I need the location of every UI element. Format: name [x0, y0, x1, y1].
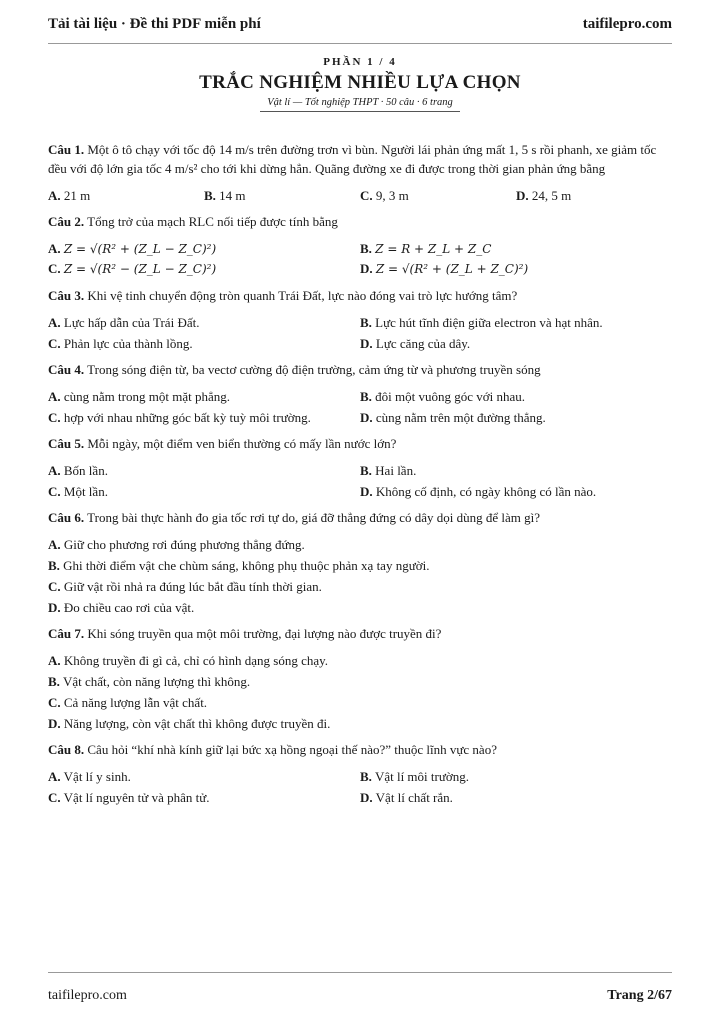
option-label: A.	[48, 188, 61, 203]
option-label: C.	[48, 790, 61, 805]
option-label: A.	[48, 463, 61, 478]
option-label: D.	[360, 484, 373, 499]
question-text: Khi sóng truyền qua một môi trường, đại lượng nào được truyền đi?	[87, 626, 442, 641]
question-8	[48, 740, 672, 807]
option-text: Vật lí chất rắn.	[375, 790, 453, 805]
answer-option-b	[360, 313, 672, 332]
question-4	[48, 360, 672, 427]
option-label: A.	[48, 537, 61, 552]
question-number: Câu 5.	[48, 436, 85, 451]
answer-option-b	[204, 186, 360, 205]
question-number: Câu 7.	[48, 626, 85, 641]
option-text: Phản lực của thành lồng.	[63, 336, 193, 351]
question-text: Mỗi ngày, một điểm ven biển thường có mấy lần nước lớn?	[87, 436, 397, 451]
question-text: Một ô tô chạy với tốc độ 14 m/s trên đường trơn vì bùn. Người lái phản ứng mất 1, 5 s rồi phanh, xe giảm tốc đều với độ lớn gia tốc 4 m/s² cho tới khi dừng hẳn. Quãng đường xe đi được trong thời gian phản ứng bằng	[48, 142, 657, 176]
option-label: A.	[48, 241, 61, 256]
answer-option-b	[360, 767, 672, 786]
question-number: Câu 6.	[48, 510, 85, 525]
footer-divider	[48, 972, 672, 973]
question-stem	[48, 624, 672, 643]
option-text: Không truyền đi gì cả, chỉ có hình dạng sóng chạy.	[63, 653, 329, 668]
answer-option-b	[360, 239, 672, 259]
section-title: TRẮC NGHIỆM NHIỀU LỰA CHỌN	[199, 72, 521, 93]
option-label: C.	[48, 695, 61, 710]
question-list	[48, 140, 672, 814]
option-text: Vật lí môi trường.	[374, 769, 470, 784]
option-label: B.	[360, 315, 372, 330]
option-label: C.	[48, 261, 61, 276]
answer-option-a	[48, 767, 360, 786]
answer-option-d	[360, 334, 672, 353]
answer-option-a	[48, 239, 360, 259]
option-text: Cả năng lượng lẫn vật chất.	[63, 695, 208, 710]
option-label: B.	[48, 558, 60, 573]
option-label: D.	[360, 790, 373, 805]
option-text: Vật lí nguyên tử và phân tử.	[63, 790, 210, 805]
option-text: cùng nằm trên một đường thẳng.	[375, 410, 546, 425]
question-number: Câu 1.	[48, 142, 85, 157]
option-label: B.	[48, 674, 60, 689]
option-text: Giữ vật rồi nhả ra đúng lúc bắt đầu tính thời gian.	[63, 579, 322, 594]
option-label: B.	[360, 241, 372, 256]
answer-option-c	[360, 186, 516, 205]
answer-option-c	[48, 693, 672, 712]
question-text: Câu hỏi “khí nhà kính giữ lại bức xạ hồng ngoại thế nào?” thuộc lĩnh vực nào?	[87, 742, 497, 757]
footer-left-text: taifilepro.com	[48, 988, 127, 1003]
answer-options	[48, 461, 672, 501]
question-5	[48, 434, 672, 501]
title-underline	[260, 111, 460, 112]
option-text: Một lần.	[63, 484, 108, 499]
answer-option-b	[48, 672, 672, 691]
answer-options	[48, 239, 672, 279]
question-text: Tổng trở của mạch RLC nối tiếp được tính bằng	[87, 214, 338, 229]
option-text: Z = √(R² + (Z_L − Z_C)²)	[63, 242, 217, 256]
option-text: Không cố định, có ngày không có lần nào.	[375, 484, 597, 499]
question-stem	[48, 434, 672, 453]
option-text: 24, 5 m	[531, 188, 572, 203]
option-text: Giữ cho phương rơi đúng phương thẳng đứng.	[63, 537, 305, 552]
answer-option-d	[48, 598, 672, 617]
question-stem	[48, 360, 672, 379]
answer-option-a	[48, 186, 204, 205]
answer-option-d	[360, 482, 672, 501]
option-label: C.	[48, 579, 61, 594]
part-label: PHẦN 1 / 4	[323, 56, 397, 68]
answer-option-d	[48, 714, 672, 733]
option-label: A.	[48, 769, 61, 784]
answer-option-a	[48, 651, 672, 670]
option-label: B.	[204, 188, 216, 203]
option-text: hợp với nhau những góc bất kỳ tuỳ môi trường.	[63, 410, 311, 425]
option-text: Z = √(R² + (Z_L + Z_C)²)	[375, 262, 529, 276]
option-label: B.	[360, 389, 372, 404]
answer-option-a	[48, 535, 672, 554]
question-3	[48, 286, 672, 353]
section-title-block	[48, 56, 672, 112]
section-subtitle: Vật lí — Tốt nghiệp THPT · 50 câu · 6 trang	[267, 97, 453, 108]
question-2	[48, 212, 672, 279]
question-1	[48, 140, 672, 205]
option-label: A.	[48, 389, 61, 404]
option-label: D.	[360, 410, 373, 425]
option-text: Z = R + Z_L + Z_C	[375, 242, 492, 256]
question-7	[48, 624, 672, 733]
option-text: Bốn lần.	[63, 463, 108, 478]
option-text: Vật lí y sinh.	[63, 769, 131, 784]
answer-option-d	[360, 788, 672, 807]
option-label: D.	[360, 336, 373, 351]
option-label: D.	[48, 600, 61, 615]
option-text: Lực hút tĩnh điện giữa electron và hạt nhân.	[375, 315, 603, 330]
question-stem	[48, 212, 672, 231]
answer-option-c	[48, 482, 360, 501]
question-number: Câu 3.	[48, 288, 85, 303]
page-footer	[48, 985, 672, 1007]
page-header	[48, 12, 672, 36]
option-label: D.	[516, 188, 529, 203]
option-label: C.	[48, 410, 61, 425]
option-text: 9, 3 m	[375, 188, 409, 203]
option-label: D.	[48, 716, 61, 731]
answer-option-c	[48, 334, 360, 353]
option-label: A.	[48, 315, 61, 330]
option-label: A.	[48, 653, 61, 668]
option-text: 21 m	[63, 188, 91, 203]
answer-option-d	[360, 408, 672, 427]
question-text: Trong sóng điện từ, ba vectơ cường độ điện trường, cảm ứng từ và phương truyền sóng	[87, 362, 541, 377]
answer-option-d	[360, 259, 672, 279]
answer-option-a	[48, 461, 360, 480]
answer-option-b	[360, 387, 672, 406]
option-text: Đo chiều cao rơi của vật.	[63, 600, 195, 615]
option-text: cùng nằm trong một mặt phẳng.	[63, 389, 230, 404]
header-right-text: taifilepro.com	[582, 15, 672, 32]
answer-options	[48, 535, 672, 617]
answer-option-c	[48, 259, 360, 279]
answer-options	[48, 313, 672, 353]
answer-options	[48, 651, 672, 733]
question-stem	[48, 140, 672, 178]
header-divider	[48, 43, 672, 44]
option-text: đôi một vuông góc với nhau.	[375, 389, 526, 404]
answer-option-b	[48, 556, 672, 575]
option-text: Ghi thời điểm vật che chùm sáng, không phụ thuộc phản xạ tay người.	[63, 558, 430, 573]
question-number: Câu 2.	[48, 214, 85, 229]
option-label: B.	[360, 769, 372, 784]
answer-options	[48, 186, 672, 205]
question-text: Trong bài thực hành đo gia tốc rơi tự do, giá đỡ thẳng đứng có dây dọi dùng để làm gì?	[87, 510, 541, 525]
option-text: Năng lượng, còn vật chất thì không được truyền đi.	[63, 716, 331, 731]
option-text: Z = √(R² − (Z_L − Z_C)²)	[63, 262, 217, 276]
option-text: Lực hấp dẫn của Trái Đất.	[63, 315, 200, 330]
answer-option-a	[48, 313, 360, 332]
option-text: Lực căng của dây.	[375, 336, 471, 351]
option-label: D.	[360, 261, 373, 276]
header-left-text: Tải tài liệu · Đề thi PDF miễn phí	[48, 15, 261, 32]
answer-option-c	[48, 408, 360, 427]
answer-option-a	[48, 387, 360, 406]
answer-options	[48, 767, 672, 807]
option-label: C.	[360, 188, 373, 203]
question-number: Câu 4.	[48, 362, 85, 377]
option-text: 14 m	[219, 188, 246, 203]
answer-option-c	[48, 788, 360, 807]
question-text: Khi vệ tinh chuyển động tròn quanh Trái Đất, lực nào đóng vai trò lực hướng tâm?	[87, 288, 518, 303]
question-6	[48, 508, 672, 617]
option-text: Hai lần.	[375, 463, 417, 478]
option-label: C.	[48, 336, 61, 351]
option-text: Vật chất, còn năng lượng thì không.	[62, 674, 251, 689]
question-stem	[48, 740, 672, 759]
answer-options	[48, 387, 672, 427]
option-label: B.	[360, 463, 372, 478]
page-number: Trang 2/67	[607, 988, 672, 1003]
option-label: C.	[48, 484, 61, 499]
question-number: Câu 8.	[48, 742, 85, 757]
question-stem	[48, 286, 672, 305]
answer-option-b	[360, 461, 672, 480]
answer-option-c	[48, 577, 672, 596]
question-stem	[48, 508, 672, 527]
answer-option-d	[516, 186, 672, 205]
